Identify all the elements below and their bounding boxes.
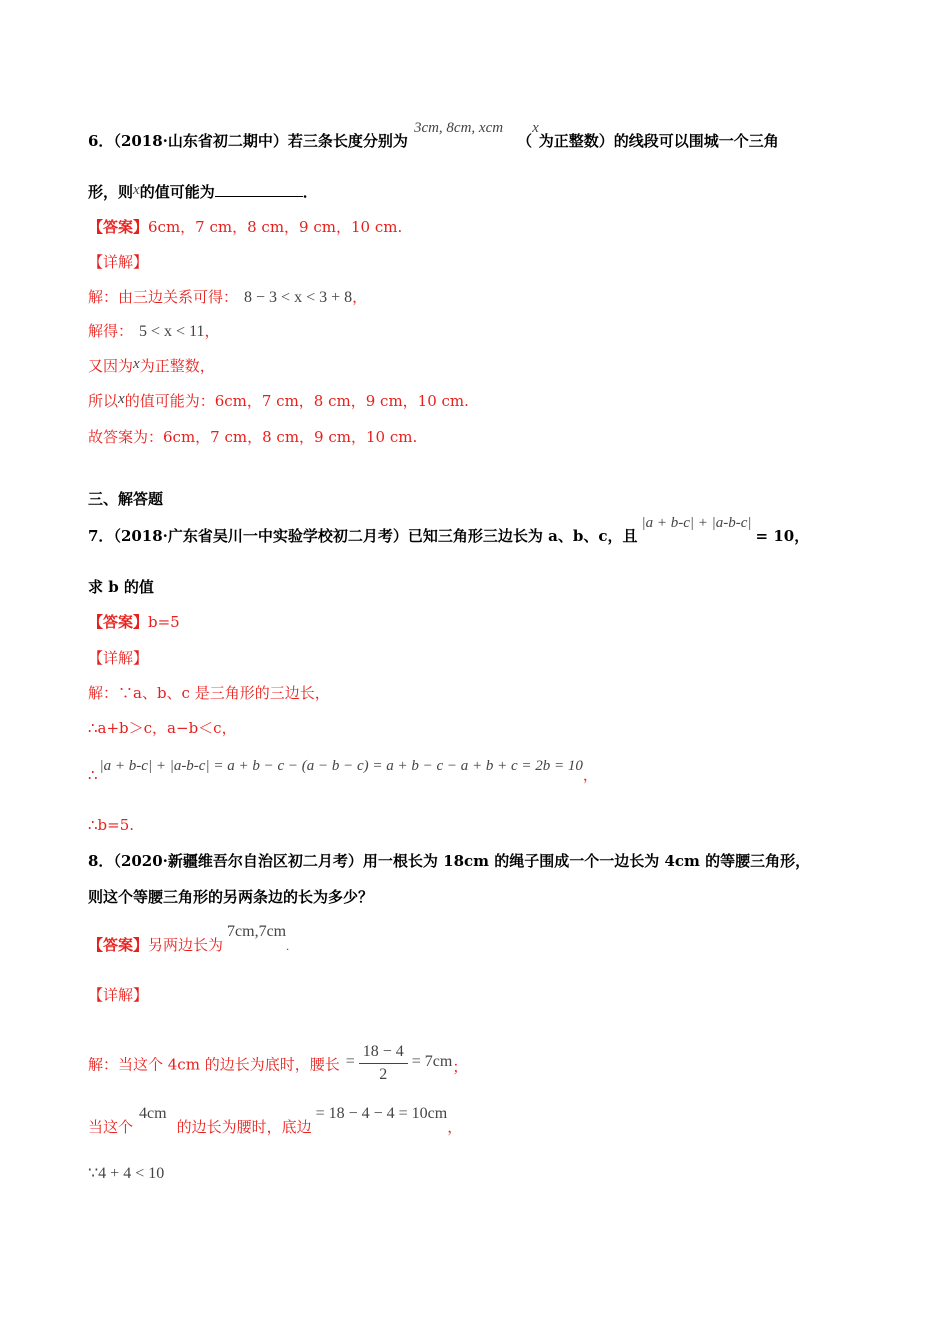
q6-var-x: x [532,120,539,136]
q8-s1-numerator: 18 − 4 [359,1041,408,1064]
q8-s2-a: 当这个 [88,1118,134,1136]
q8-stem-line-1 [88,851,810,871]
q8-stem-a: 用一根长为 18cm 的绳子围成一个一边长为 4cm 的等腰三角形， [362,852,811,870]
q7-source: （2018·广东省吴川一中实验学校初二月考） [113,527,408,545]
q6-stem-b: 为正整数）的线段可以围城一个三角 [538,132,779,150]
q6-stem-c: 形，则 [88,183,134,201]
q6-stem-line-2 [88,182,318,203]
q8-s3-math: ∵4 + 4 < 10 [88,1165,165,1182]
q6-stem-d: 的值可能为 [139,183,215,201]
q6-answer [88,217,402,237]
q7-s3-math: |a + b-c| + |a-b-c| = a + b − c − (a − b − c) = a + b − c − a + b + c = 2b = 10 [99,758,583,774]
q6-stem-line-1 [88,120,779,152]
q8-s2-math1: 4cm [139,1105,167,1122]
q6-s4-var: x [118,391,125,407]
q6-s1-end: ， [352,288,368,306]
q8-s2-end: ， [447,1118,463,1136]
q6-answer-tag: 【答案】 [88,218,149,236]
q8-answer-tag: 【答案】 [88,936,149,954]
q6-s1-math: 8 − 3 < x < 3 + 8 [244,289,353,306]
q6-solution-step-1 [88,287,367,308]
q7-solution-step-3 [88,758,598,786]
q7-detail-tag: 【详解】 [88,649,149,667]
q7-answer [88,612,180,632]
q8-s1-eq: = [345,1052,355,1070]
q7-answer-text: b=5 [148,613,180,631]
q6-s3-a: 又因为 [88,357,134,375]
q6-s2-math: 5 < x < 11 [139,323,205,340]
q6-solution-step-3 [88,356,215,377]
q7-stem-line-2: 求 b 的值 [88,578,154,596]
q6-s3-b: 为正整数， [139,357,215,375]
q6-math-lengths: 3cm, 8cm, xcm [413,120,504,136]
q6-var-x-2: x [133,182,140,198]
q8-source: （2020·新疆维吾尔自治区初二月考） [113,852,363,870]
q7-answer-tag: 【答案】 [88,613,149,631]
q8-answer [88,923,290,956]
q7-solution-step-2: ∴a+b＞c，a−b＜c， [88,719,237,737]
q7-s3-end: ， [582,766,598,784]
q6-paren-open: （ [517,132,533,150]
q7-number: 7． [88,527,114,545]
q8-answer-end: . [286,939,290,953]
q7-stem-math: |a + b-c| + |a-b-c| [641,515,752,531]
q6-solution-step-5: 故答案为：6cm，7 cm，8 cm，9 cm，10 cm. [88,428,418,446]
q8-number: 8． [88,852,114,870]
q6-s2-text: 解得： [88,322,134,340]
q7-s3-prefix: ∴ [88,766,98,784]
q6-s3-var: x [133,356,140,372]
q6-stem-a: 若三条长度分别为 [287,132,408,150]
q8-solution-step-1 [88,1043,467,1088]
q6-detail-tag: 【详解】 [88,253,149,271]
q8-s1-result: = 7cm [411,1052,453,1070]
q7-stem-line-1 [88,515,810,547]
q6-s4-b: 的值可能为：6cm，7 cm，8 cm，9 cm，10 cm. [124,392,469,410]
q8-answer-math: 7cm,7cm [227,923,287,940]
q8-s1-fraction [359,1041,408,1086]
q6-answer-blank [215,182,303,197]
q6-source: （2018·山东省初二期中） [113,132,288,150]
q8-s2-b: 的边长为腰时，底边 [176,1118,312,1136]
q8-s1-a: 解：当这个 4cm 的边长为底时，腰长 [88,1055,340,1074]
section-title: 三、解答题 [88,490,164,508]
q8-solution-step-3 [88,1163,164,1184]
q6-number: 6． [88,132,114,150]
q8-stem-line-2: 则这个等腰三角形的另两条边的长为多少？ [88,888,374,906]
q6-s4-a: 所以 [88,392,119,410]
q8-solution-step-2 [88,1105,463,1138]
q7-stem-a: 已知三角形三边长为 a、b、c，且 [407,527,638,545]
q8-s1-denominator: 2 [379,1066,388,1083]
q8-s1-end: ； [452,1057,468,1076]
q7-stem-b: = 10， [755,527,810,545]
q6-s1-text: 解：由三边关系可得： [88,288,239,306]
q7-solution-step-4: ∴b=5. [88,816,135,834]
q8-answer-text: 另两边长为 [148,936,224,954]
q6-solution-step-2 [88,321,219,342]
q8-s2-math2: = 18 − 4 − 4 = 10cm [315,1105,448,1122]
q8-detail-tag: 【详解】 [88,986,149,1004]
q6-answer-text: 6cm，7 cm，8 cm，9 cm，10 cm. [148,218,403,236]
q6-stem-end: ． [302,183,318,201]
q6-solution-step-4 [88,391,469,412]
q6-s2-end: ， [204,322,220,340]
q7-solution-step-1: 解：∵a、b、c 是三角形的三边长， [88,684,330,702]
